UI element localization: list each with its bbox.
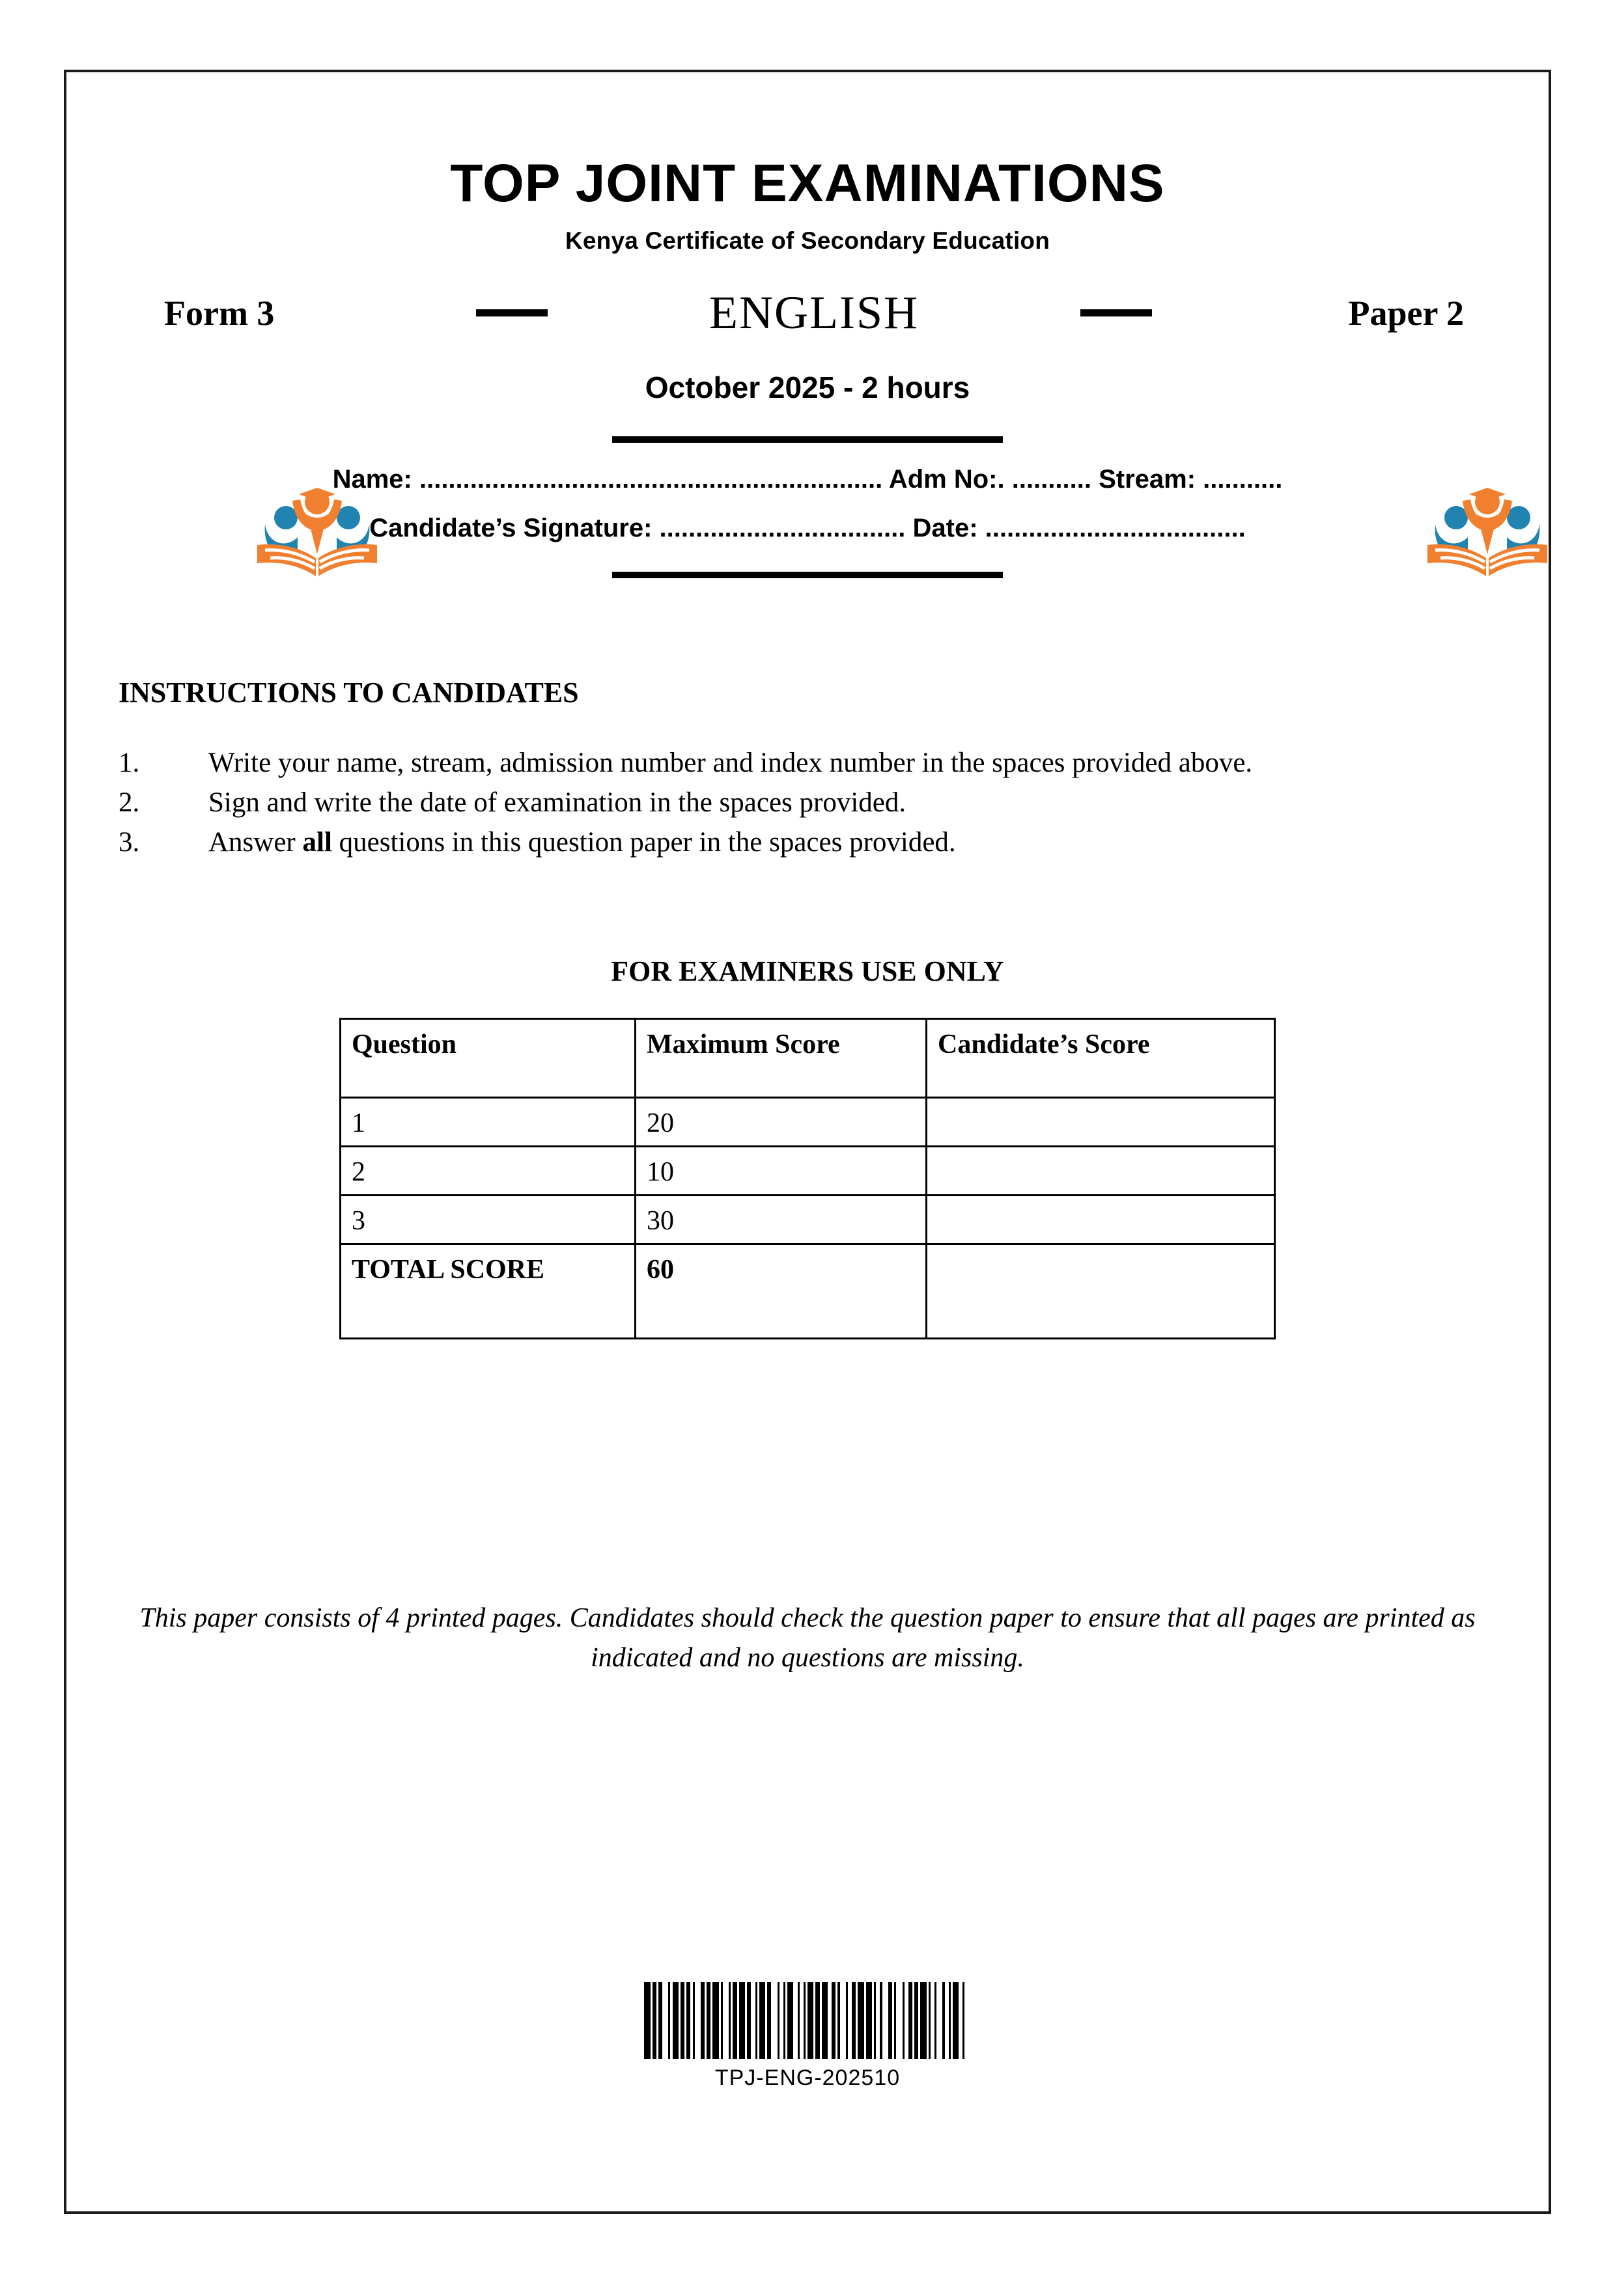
list-item	[119, 822, 1549, 862]
subject-name: ENGLISH	[709, 287, 919, 339]
instruction-number: 3.	[119, 827, 140, 858]
name-adm-stream-fields[interactable]: Name: ................................................................ Adm No:. ........... Stream: ...........	[332, 465, 1283, 494]
examiners-heading: FOR EXAMINERS USE ONLY	[611, 955, 1004, 988]
date-duration: October 2025 - 2 hours	[645, 371, 970, 404]
dash-separator-left	[476, 309, 548, 316]
divider-bottom	[612, 572, 1003, 578]
column-header-maximum-score: Maximum Score	[636, 1019, 927, 1098]
table-row	[341, 1196, 1275, 1244]
page-count-note: This paper consists of 4 printed pages. Candidates should check the question paper to ensure that all pages are printed as indicated and no questions are missing.	[139, 1603, 1476, 1673]
instruction-text-bold: all	[302, 827, 332, 858]
signature-date-fields[interactable]: Candidate’s Signature: .................................. Date: ....................................	[369, 514, 1246, 542]
instruction-number: 1.	[119, 748, 140, 778]
column-header-candidate-score: Candidate’s Score	[927, 1019, 1275, 1098]
cell-question: 2	[341, 1147, 636, 1196]
form-label: Form 3	[164, 293, 275, 333]
instruction-text	[208, 783, 1549, 822]
column-header-question: Question	[341, 1019, 636, 1098]
education-emblem-logo-right	[1422, 477, 1552, 581]
divider-top	[612, 436, 1003, 443]
instruction-text-pre: Answer	[208, 827, 303, 858]
examiners-score-table	[339, 1018, 1276, 1339]
cell-question: 1	[341, 1098, 636, 1147]
cell-maximum-score: 20	[636, 1098, 927, 1147]
cell-candidate-score[interactable]	[927, 1098, 1275, 1147]
instruction-text	[208, 743, 1549, 783]
page-title: TOP JOINT EXAMINATIONS	[450, 154, 1165, 213]
cell-candidate-score[interactable]	[927, 1196, 1275, 1244]
cell-total-label: TOTAL SCORE	[341, 1244, 636, 1339]
barcode-block	[66, 1974, 1549, 2091]
instruction-text	[208, 822, 1549, 862]
list-item	[119, 783, 1549, 822]
list-item	[119, 743, 1549, 783]
cell-total-maximum: 60	[636, 1244, 927, 1339]
instructions-heading: INSTRUCTIONS TO CANDIDATES	[119, 677, 579, 708]
exam-subtitle: Kenya Certificate of Secondary Education	[565, 227, 1050, 254]
table-header-row	[341, 1019, 1275, 1098]
table-row	[341, 1147, 1275, 1196]
instruction-number: 2.	[119, 787, 140, 819]
cell-candidate-score[interactable]	[927, 1147, 1275, 1196]
paper-identification-row	[66, 286, 1549, 340]
instructions-list	[119, 743, 1549, 862]
cell-total-candidate[interactable]	[927, 1244, 1275, 1339]
instruction-text-pre: Write your name, stream, admission number and index number in the spaces provided above.	[208, 748, 1253, 778]
table-total-row	[341, 1244, 1275, 1339]
table-row	[341, 1098, 1275, 1147]
dash-separator-right	[1080, 309, 1152, 316]
paper-number: Paper 2	[1348, 293, 1464, 333]
cell-question: 3	[341, 1196, 636, 1244]
instruction-text-pre: Sign and write the date of examination in the spaces provided.	[208, 787, 906, 819]
instruction-text-post: questions in this question paper in the spaces provided.	[331, 827, 956, 858]
barcode-image	[644, 1982, 971, 2059]
cell-maximum-score: 30	[636, 1196, 927, 1244]
barcode-label: TPJ-ENG-202510	[714, 2065, 901, 2090]
exam-cover-page	[64, 70, 1551, 2214]
cell-maximum-score: 10	[636, 1147, 927, 1196]
education-emblem-logo-left	[252, 477, 382, 581]
